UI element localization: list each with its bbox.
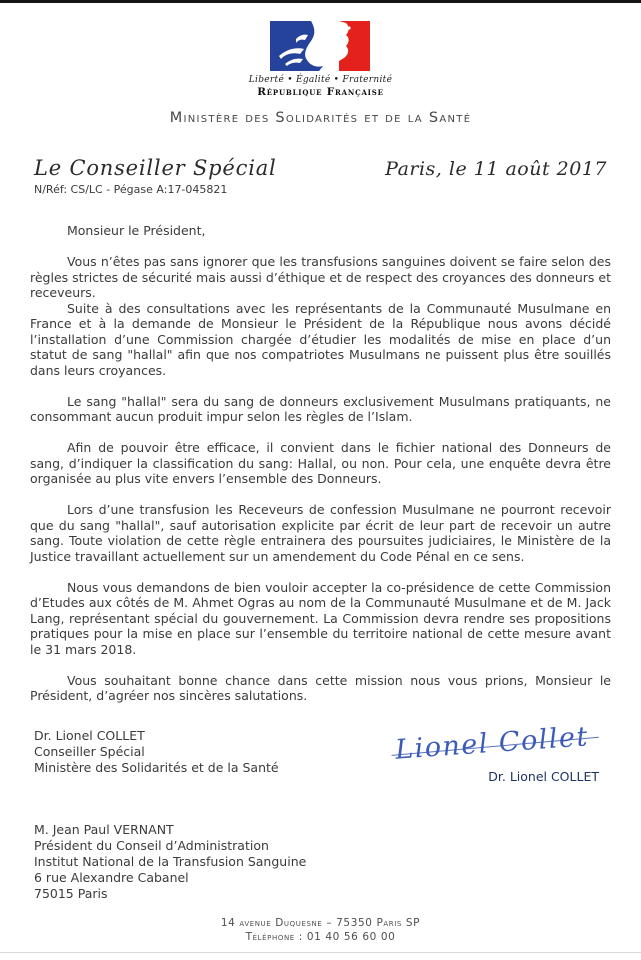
marianne-blue-flag-icon	[270, 21, 330, 71]
handwritten-signature: Lionel Collet	[394, 720, 590, 766]
recipient-name: M. Jean Paul VERNANT	[34, 821, 174, 837]
logo-republic-name: République Française	[257, 86, 384, 98]
reference-number: N/Réf: CS/LC - Pégase A:17-045821	[34, 183, 228, 196]
sender-role: Conseiller Spécial	[34, 743, 145, 759]
sender-name: Dr. Lionel COLLET	[34, 727, 145, 743]
place-date-script: Paris, le 11 août 2017	[385, 158, 607, 180]
letter-body	[30, 223, 611, 704]
footer-phone: Téléphone : 01 40 56 60 00	[245, 931, 396, 943]
footer-address: 14 avenue Duquesne – 75350 Paris SP	[220, 917, 421, 929]
letterhead	[0, 3, 641, 126]
paragraph: Lors d’une transfusion les Receveurs de confession Musulmane ne pourront recevoir que du sang "hallal", sauf autorisation explicite par écrit de leur part de recevoir un autre sang. Toute violation de cette règle entrainera des poursuites judiciaires, le Ministère de la Justice travaillant actuellement sur un amendement du Code Pénal en ce sens.	[30, 502, 611, 564]
recipient-address-block	[34, 822, 607, 902]
sender-ministry: Ministère des Solidarités et de la Santé	[34, 759, 279, 775]
marianne-red-profile-icon	[339, 21, 370, 71]
sender-identity	[34, 728, 279, 776]
ministry-title: Ministère des Solidarités et de la Santé	[169, 110, 472, 126]
republique-francaise-logo	[249, 21, 392, 98]
paragraph: Afin de pouvoir être efficace, il convient dans le fichier national des Donneurs de sang, d’indiquer la classification du sang: Hallal, ou non. Pour cela, une enquête devra être organisée au plus vite envers l’ensemble des Donneurs.	[30, 440, 611, 486]
recipient-organization: Institut National de la Transfusion Sanguine	[34, 853, 307, 869]
footer-contact	[0, 916, 641, 944]
paragraph: Suite à des consultations avec les représentants de la Communauté Musulmane en France et à la demande de Monsieur le Président de la République nous avons décidé l’installation d’une Commission chargée d’étudier les modalités de mise en place d’un statut de sang "hallal" afin que nos compatriotes Musulmans ne puissent plus être souillés dans leurs croyances.	[30, 300, 611, 378]
paragraph: Vous n’êtes pas sans ignorer que les transfusions sanguines doivent se faire selon des règles strictes de sécurité mais aussi d’éthique et de respect des croyances des donneurs et receveurs.	[30, 254, 611, 300]
marianne-blocks	[249, 21, 392, 71]
paragraph: Le sang "hallal" sera du sang de donneurs exclusivement Musulmans pratiquants, ne consommant aucun produit impur selon les règles de l’Islam.	[30, 393, 611, 424]
paragraph: Vous souhaitant bonne chance dans cette mission nous vous prions, Monsieur le Président, d’agréer nos sincères salutations.	[30, 672, 611, 703]
logo-motto: Liberté • Égalité • Fraternité	[248, 75, 393, 85]
recipient-role: Président du Conseil d’Administration	[34, 837, 269, 853]
sender-title-script: Le Conseiller Spécial	[34, 156, 277, 180]
title-date-row	[34, 156, 607, 180]
signature-printed-name: Dr. Lionel COLLET	[488, 768, 599, 784]
recipient-city: 75015 Paris	[34, 885, 108, 901]
paragraph: Nous vous demandons de bien vouloir accepter la co-présidence de cette Commission d’Etudes aux côtés de M. Ahmet Ogras au nom de la Communauté Musulmane et de M. Jack Lang, représentant spécial du gouvernement. La Commission devra rendre ses propositions pratiques pour la mise en place sur l’ensemble du territoire national de cette mesure avant le 31 mars 2018.	[30, 579, 611, 657]
signature-area	[377, 720, 607, 784]
signature-block	[34, 720, 607, 784]
bottom-divider	[0, 952, 641, 953]
salutation: Monsieur le Président,	[67, 223, 206, 238]
recipient-street: 6 rue Alexandre Cabanel	[34, 869, 189, 885]
